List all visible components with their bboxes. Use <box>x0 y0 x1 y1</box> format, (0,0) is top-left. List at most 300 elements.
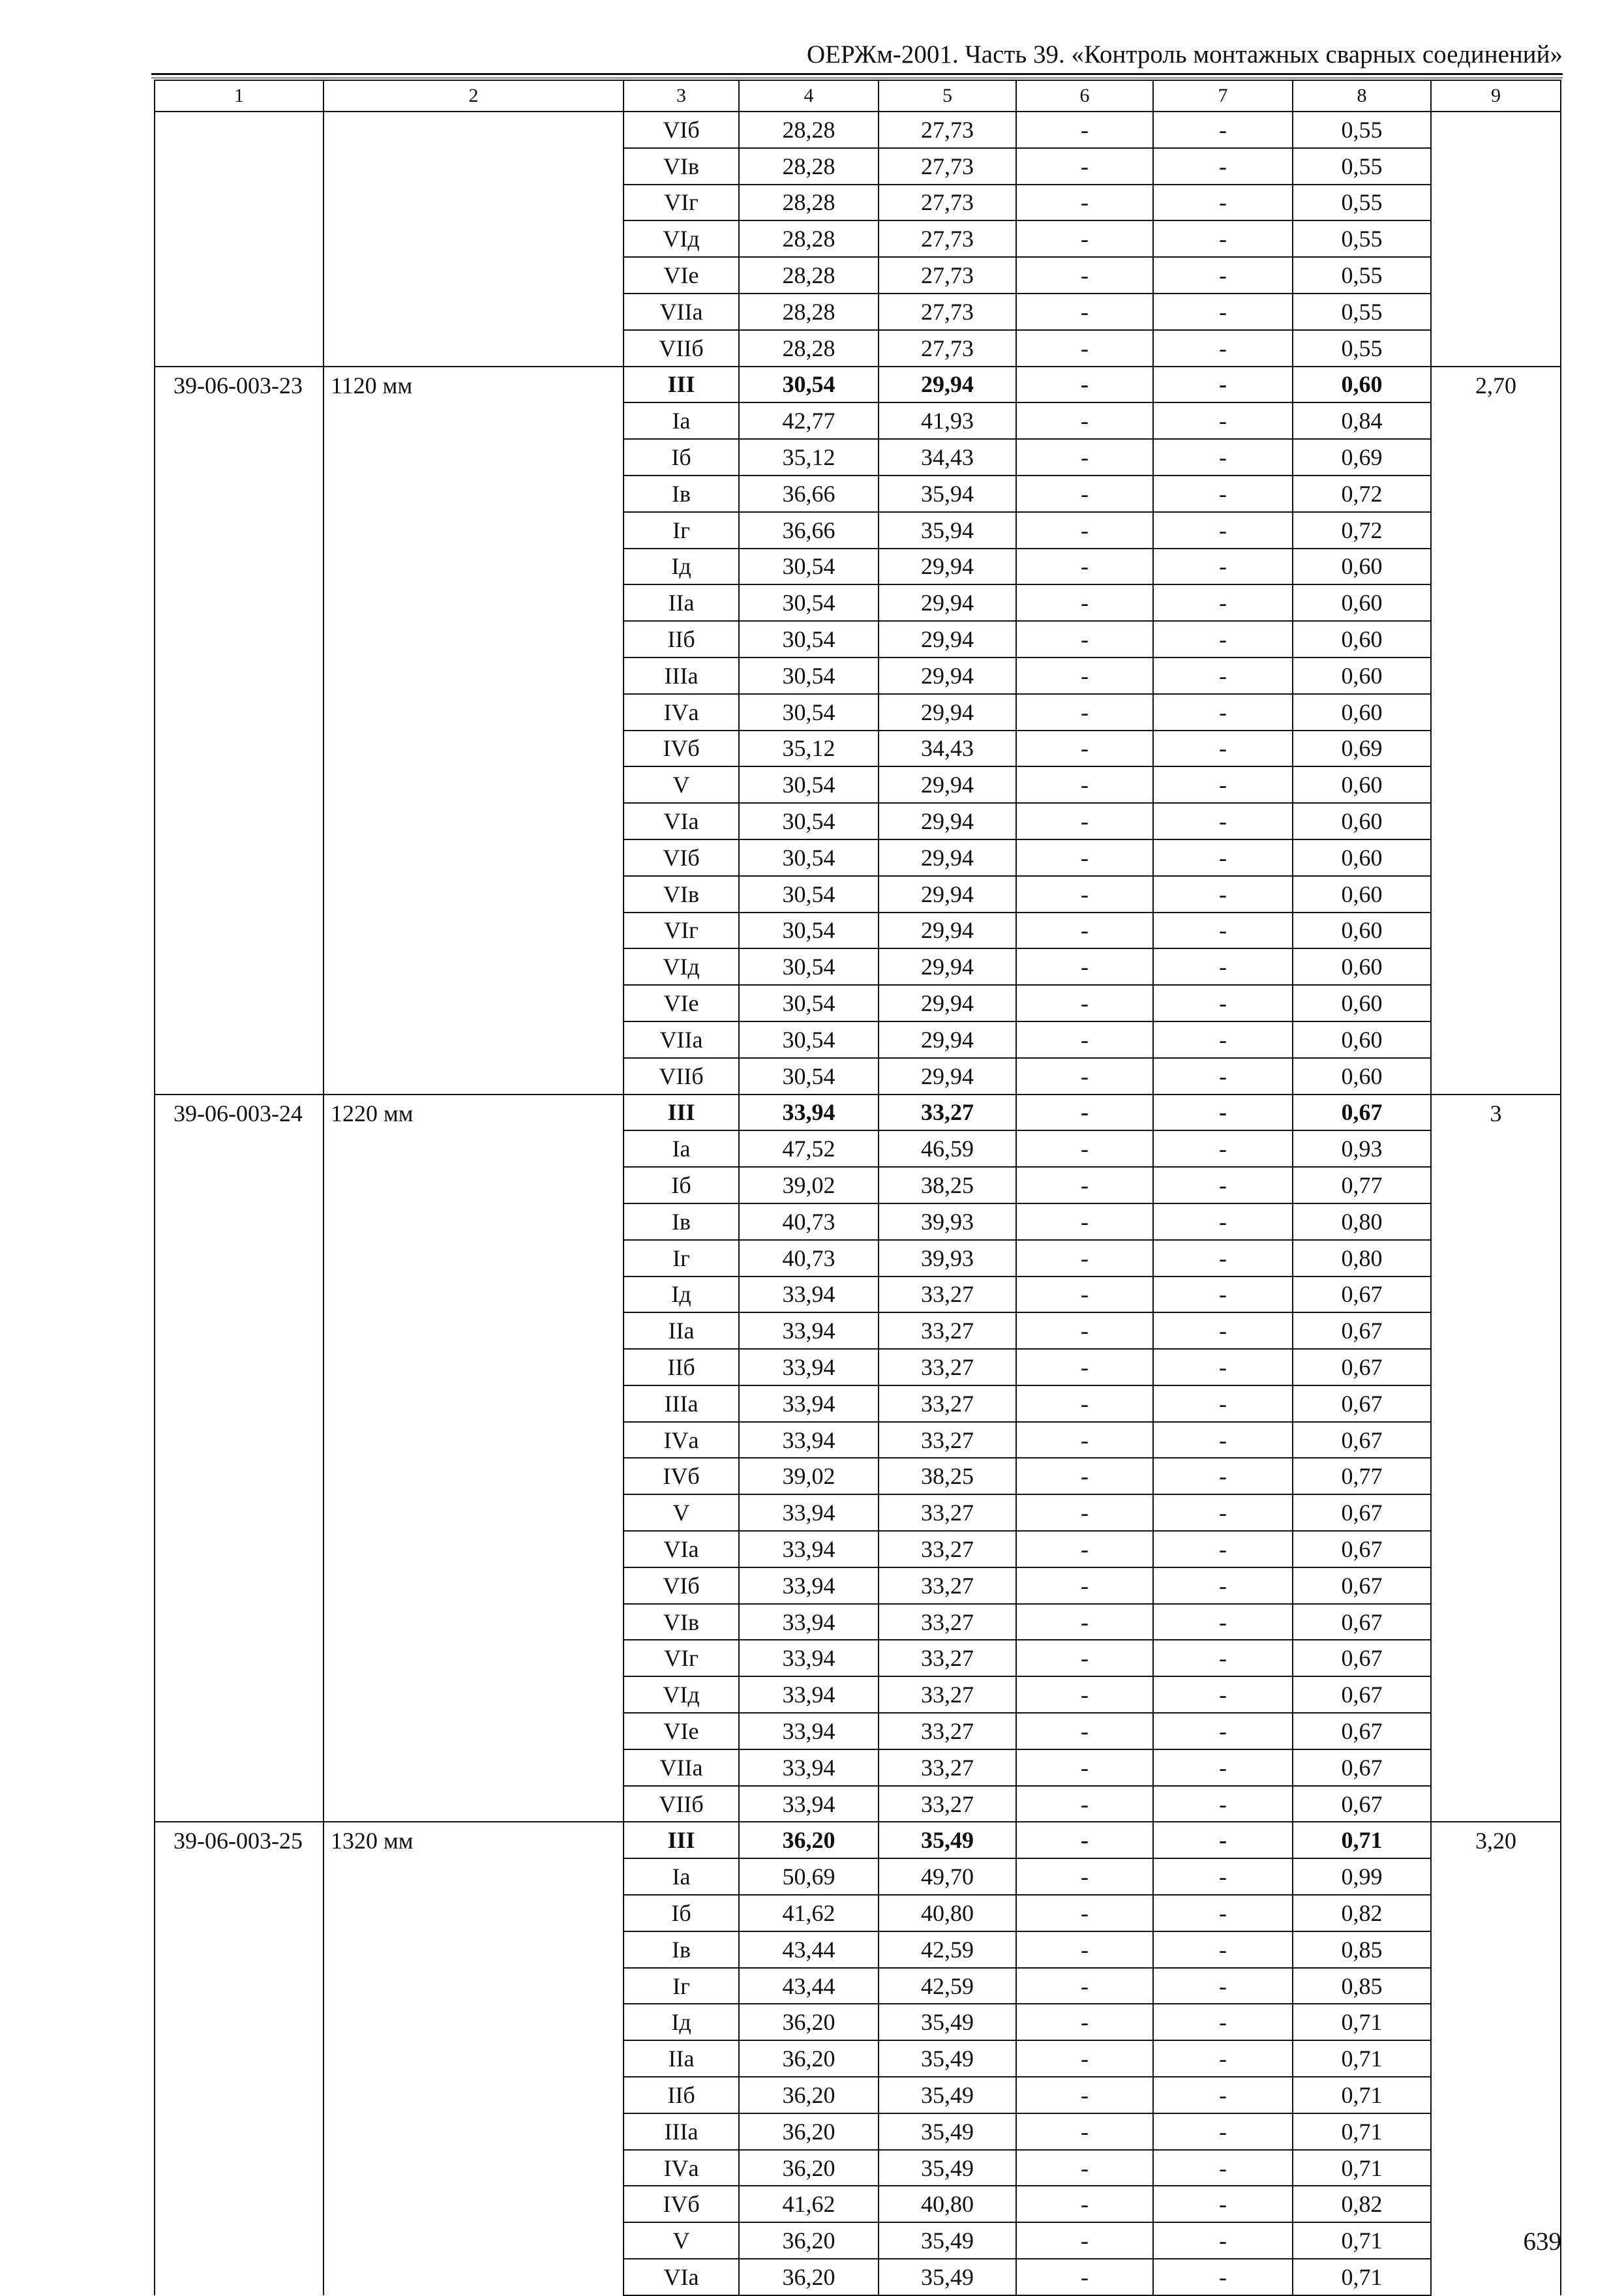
category-cell: IVа <box>624 694 739 731</box>
value-col5-cell: 33,27 <box>879 1640 1016 1676</box>
value-col5-cell: 35,94 <box>879 512 1016 549</box>
value-col8-cell: 0,67 <box>1293 1713 1431 1749</box>
category-cell: VIг <box>624 913 739 949</box>
value-col4-cell: 30,54 <box>739 876 879 913</box>
value-col6-cell: - <box>1016 1130 1153 1167</box>
value-col8-cell: 0,69 <box>1293 439 1431 476</box>
value-col7-cell: - <box>1153 1604 1293 1640</box>
value-col5-cell: 38,25 <box>879 1167 1016 1203</box>
value-col4-cell: 36,20 <box>739 2077 879 2113</box>
col9-value-cell: 2,70 <box>1431 367 1561 1095</box>
value-col5-cell: 33,27 <box>879 1604 1016 1640</box>
value-col5-cell: 34,43 <box>879 731 1016 767</box>
value-col8-cell: 0,67 <box>1293 1786 1431 1822</box>
value-col4-cell: 30,54 <box>739 1058 879 1095</box>
value-col7-cell: - <box>1153 2150 1293 2186</box>
value-col7-cell: - <box>1153 1640 1293 1676</box>
value-col7-cell: - <box>1153 803 1293 839</box>
value-col8-cell: 0,67 <box>1293 1531 1431 1567</box>
page-number: 639 <box>1523 2228 1561 2256</box>
value-col6-cell: - <box>1016 1858 1153 1895</box>
value-col7-cell: - <box>1153 731 1293 767</box>
value-col7-cell: - <box>1153 2113 1293 2150</box>
category-cell: VIб <box>624 112 739 148</box>
value-col8-cell: 0,72 <box>1293 476 1431 512</box>
value-col6-cell: - <box>1016 294 1153 330</box>
category-cell: Iб <box>624 1167 739 1203</box>
value-col5-cell: 33,27 <box>879 1531 1016 1567</box>
category-cell: VIг <box>624 1640 739 1676</box>
value-col6-cell: - <box>1016 2150 1153 2186</box>
page-header-title: ОЕРЖм-2001. Часть 39. «Контроль монтажных сварных соединений» <box>807 40 1563 68</box>
value-col7-cell: - <box>1153 913 1293 949</box>
value-col4-cell: 28,28 <box>739 220 879 257</box>
value-col4-cell: 30,54 <box>739 913 879 949</box>
value-col4-cell: 33,94 <box>739 1640 879 1676</box>
category-cell: Iа <box>624 402 739 439</box>
value-col4-cell: 33,94 <box>739 1095 879 1131</box>
category-cell: VIа <box>624 803 739 839</box>
category-cell: VIд <box>624 1676 739 1713</box>
column-header: 8 <box>1293 80 1431 112</box>
value-col8-cell: 0,85 <box>1293 1968 1431 2004</box>
value-col6-cell: - <box>1016 1167 1153 1203</box>
value-col8-cell: 0,67 <box>1293 1640 1431 1676</box>
value-col7-cell: - <box>1153 1458 1293 1494</box>
value-col5-cell: 27,73 <box>879 294 1016 330</box>
value-col5-cell: 29,94 <box>879 621 1016 657</box>
value-col4-cell: 50,69 <box>739 1858 879 1895</box>
value-col5-cell: 27,73 <box>879 220 1016 257</box>
value-col7-cell: - <box>1153 185 1293 221</box>
value-col8-cell: 0,60 <box>1293 948 1431 985</box>
value-col6-cell: - <box>1016 1604 1153 1640</box>
value-col7-cell: - <box>1153 1494 1293 1531</box>
value-col7-cell: - <box>1153 1422 1293 1458</box>
value-col8-cell: 0,55 <box>1293 112 1431 148</box>
category-cell: VIе <box>624 985 739 1021</box>
value-col5-cell: 33,27 <box>879 1276 1016 1313</box>
value-col6-cell: - <box>1016 1640 1153 1676</box>
value-col6-cell: - <box>1016 1203 1153 1240</box>
value-col8-cell: 0,60 <box>1293 621 1431 657</box>
value-col8-cell: 0,60 <box>1293 367 1431 403</box>
value-col4-cell: 40,73 <box>739 1203 879 1240</box>
category-cell: VIв <box>624 1604 739 1640</box>
category-cell: VIе <box>624 257 739 294</box>
value-col6-cell: - <box>1016 913 1153 949</box>
category-cell: Iг <box>624 1240 739 1276</box>
value-col5-cell: 29,94 <box>879 1021 1016 1058</box>
value-col5-cell: 29,94 <box>879 803 1016 839</box>
value-col8-cell: 0,67 <box>1293 1095 1431 1131</box>
category-cell: Iа <box>624 1858 739 1895</box>
value-col4-cell: 36,20 <box>739 2150 879 2186</box>
value-col8-cell: 0,60 <box>1293 584 1431 621</box>
table-row <box>155 1822 1561 1858</box>
value-col5-cell: 35,49 <box>879 2004 1016 2040</box>
value-col4-cell: 30,54 <box>739 657 879 694</box>
value-col4-cell: 30,54 <box>739 948 879 985</box>
value-col6-cell: - <box>1016 1968 1153 2004</box>
value-col8-cell: 0,71 <box>1293 2259 1431 2295</box>
category-cell: Iд <box>624 549 739 585</box>
value-col7-cell: - <box>1153 1312 1293 1349</box>
value-col8-cell: 0,60 <box>1293 803 1431 839</box>
value-col7-cell: - <box>1153 1822 1293 1858</box>
column-header: 3 <box>624 80 739 112</box>
value-col5-cell: 29,94 <box>879 694 1016 731</box>
value-col4-cell: 36,20 <box>739 2113 879 2150</box>
value-col8-cell: 0,55 <box>1293 148 1431 185</box>
value-col6-cell: - <box>1016 766 1153 803</box>
value-col8-cell: 0,67 <box>1293 1276 1431 1313</box>
value-col4-cell: 36,20 <box>739 2222 879 2259</box>
value-col5-cell: 29,94 <box>879 876 1016 913</box>
value-col8-cell: 0,93 <box>1293 1130 1431 1167</box>
value-col5-cell: 41,93 <box>879 402 1016 439</box>
value-col5-cell: 40,80 <box>879 2186 1016 2222</box>
value-col4-cell: 33,94 <box>739 1676 879 1713</box>
value-col8-cell: 0,67 <box>1293 1385 1431 1422</box>
value-col8-cell: 0,60 <box>1293 839 1431 876</box>
category-cell: VIе <box>624 1713 739 1749</box>
value-col7-cell: - <box>1153 584 1293 621</box>
value-col4-cell: 33,94 <box>739 1604 879 1640</box>
value-col7-cell: - <box>1153 2004 1293 2040</box>
value-col5-cell: 33,27 <box>879 1749 1016 1786</box>
value-col6-cell: - <box>1016 367 1153 403</box>
value-col7-cell: - <box>1153 1676 1293 1713</box>
value-col7-cell: - <box>1153 2077 1293 2113</box>
value-col6-cell: - <box>1016 439 1153 476</box>
value-col7-cell: - <box>1153 257 1293 294</box>
value-col5-cell: 33,27 <box>879 1713 1016 1749</box>
value-col5-cell: 49,70 <box>879 1858 1016 1895</box>
value-col7-cell: - <box>1153 621 1293 657</box>
value-col8-cell: 0,55 <box>1293 257 1431 294</box>
category-cell: Iд <box>624 2004 739 2040</box>
value-col4-cell: 36,20 <box>739 2004 879 2040</box>
value-col5-cell: 29,94 <box>879 948 1016 985</box>
value-col4-cell: 33,94 <box>739 1422 879 1458</box>
category-cell: IIIа <box>624 657 739 694</box>
value-col5-cell: 29,94 <box>879 367 1016 403</box>
value-col5-cell: 42,59 <box>879 1968 1016 2004</box>
column-header: 1 <box>155 80 323 112</box>
value-col6-cell: - <box>1016 1385 1153 1422</box>
value-col4-cell: 43,44 <box>739 1968 879 2004</box>
value-col7-cell: - <box>1153 1531 1293 1567</box>
pipe-size-cell: 1120 мм <box>323 367 624 1095</box>
value-col6-cell: - <box>1016 112 1153 148</box>
category-cell: VIб <box>624 1567 739 1604</box>
value-col7-cell: - <box>1153 2040 1293 2077</box>
value-col8-cell: 0,71 <box>1293 2004 1431 2040</box>
value-col8-cell: 0,77 <box>1293 1167 1431 1203</box>
category-cell: IIIа <box>624 1385 739 1422</box>
category-cell: V <box>624 1494 739 1531</box>
value-col7-cell: - <box>1153 1276 1293 1313</box>
value-col7-cell: - <box>1153 439 1293 476</box>
value-col7-cell: - <box>1153 1095 1293 1131</box>
pipe-size-cell: 1220 мм <box>323 1095 624 1822</box>
value-col6-cell: - <box>1016 731 1153 767</box>
value-col4-cell: 28,28 <box>739 294 879 330</box>
value-col5-cell: 33,27 <box>879 1676 1016 1713</box>
value-col6-cell: - <box>1016 476 1153 512</box>
value-col7-cell: - <box>1153 2222 1293 2259</box>
table-row <box>155 112 1561 148</box>
value-col7-cell: - <box>1153 1203 1293 1240</box>
value-col5-cell: 29,94 <box>879 657 1016 694</box>
category-cell: Iв <box>624 1203 739 1240</box>
value-col5-cell: 35,49 <box>879 2150 1016 2186</box>
value-col6-cell: - <box>1016 621 1153 657</box>
category-cell: IIа <box>624 584 739 621</box>
value-col4-cell: 33,94 <box>739 1786 879 1822</box>
value-col8-cell: 0,72 <box>1293 512 1431 549</box>
value-col7-cell: - <box>1153 1931 1293 1968</box>
value-col8-cell: 0,67 <box>1293 1567 1431 1604</box>
value-col6-cell: - <box>1016 1276 1153 1313</box>
value-col8-cell: 0,77 <box>1293 1458 1431 1494</box>
value-col6-cell: - <box>1016 1786 1153 1822</box>
value-col5-cell: 35,94 <box>879 476 1016 512</box>
value-col4-cell: 30,54 <box>739 1021 879 1058</box>
value-col5-cell: 33,27 <box>879 1349 1016 1385</box>
value-col4-cell: 28,28 <box>739 257 879 294</box>
value-col4-cell: 35,12 <box>739 731 879 767</box>
value-col6-cell: - <box>1016 330 1153 367</box>
value-col5-cell: 40,80 <box>879 1895 1016 1931</box>
category-cell: IVб <box>624 2186 739 2222</box>
value-col5-cell: 29,94 <box>879 584 1016 621</box>
value-col4-cell: 40,73 <box>739 1240 879 1276</box>
value-col7-cell: - <box>1153 1713 1293 1749</box>
value-col5-cell: 39,93 <box>879 1240 1016 1276</box>
value-col4-cell: 33,94 <box>739 1494 879 1531</box>
value-col8-cell: 0,67 <box>1293 1349 1431 1385</box>
value-col6-cell: - <box>1016 1494 1153 1531</box>
column-header: 7 <box>1153 80 1293 112</box>
value-col8-cell: 0,67 <box>1293 1422 1431 1458</box>
value-col7-cell: - <box>1153 112 1293 148</box>
value-col5-cell: 29,94 <box>879 549 1016 585</box>
category-cell: IIб <box>624 2077 739 2113</box>
value-col7-cell: - <box>1153 1021 1293 1058</box>
column-header: 9 <box>1431 80 1561 112</box>
value-col7-cell: - <box>1153 1567 1293 1604</box>
value-col4-cell: 30,54 <box>739 584 879 621</box>
value-col6-cell: - <box>1016 803 1153 839</box>
category-cell: V <box>624 766 739 803</box>
value-col7-cell: - <box>1153 294 1293 330</box>
value-col4-cell: 28,28 <box>739 112 879 148</box>
value-col4-cell: 42,77 <box>739 402 879 439</box>
value-col7-cell: - <box>1153 402 1293 439</box>
value-col4-cell: 36,20 <box>739 2259 879 2295</box>
value-col7-cell: - <box>1153 876 1293 913</box>
category-cell: IIIа <box>624 2113 739 2150</box>
value-col6-cell: - <box>1016 1895 1153 1931</box>
value-col4-cell: 33,94 <box>739 1349 879 1385</box>
category-cell: IIб <box>624 1349 739 1385</box>
value-col6-cell: - <box>1016 876 1153 913</box>
category-cell: VIIа <box>624 1021 739 1058</box>
value-col7-cell: - <box>1153 1349 1293 1385</box>
category-cell: IIа <box>624 1312 739 1349</box>
value-col6-cell: - <box>1016 1531 1153 1567</box>
category-cell: IVб <box>624 731 739 767</box>
value-col6-cell: - <box>1016 2222 1153 2259</box>
value-col6-cell: - <box>1016 985 1153 1021</box>
value-col8-cell: 0,69 <box>1293 731 1431 767</box>
value-col6-cell: - <box>1016 1058 1153 1095</box>
value-col7-cell: - <box>1153 1749 1293 1786</box>
col9-value-cell <box>1431 112 1561 367</box>
table-header-row <box>155 80 1561 112</box>
column-header: 5 <box>879 80 1016 112</box>
value-col4-cell: 33,94 <box>739 1531 879 1567</box>
category-cell: IIб <box>624 621 739 657</box>
value-col5-cell: 33,27 <box>879 1786 1016 1822</box>
value-col7-cell: - <box>1153 766 1293 803</box>
value-col6-cell: - <box>1016 1240 1153 1276</box>
category-cell: Iд <box>624 1276 739 1313</box>
rate-code-cell: 39-06-003-23 <box>155 367 323 1095</box>
value-col7-cell: - <box>1153 512 1293 549</box>
value-col4-cell: 33,94 <box>739 1312 879 1349</box>
value-col8-cell: 0,60 <box>1293 766 1431 803</box>
value-col6-cell: - <box>1016 1422 1153 1458</box>
value-col6-cell: - <box>1016 657 1153 694</box>
value-col4-cell: 47,52 <box>739 1130 879 1167</box>
value-col4-cell: 33,94 <box>739 1567 879 1604</box>
value-col8-cell: 0,60 <box>1293 657 1431 694</box>
value-col6-cell: - <box>1016 1676 1153 1713</box>
value-col6-cell: - <box>1016 1822 1153 1858</box>
value-col5-cell: 27,73 <box>879 257 1016 294</box>
value-col7-cell: - <box>1153 1385 1293 1422</box>
value-col7-cell: - <box>1153 367 1293 403</box>
pipe-size-cell <box>323 112 624 367</box>
value-col7-cell: - <box>1153 1858 1293 1895</box>
column-header: 2 <box>323 80 624 112</box>
value-col5-cell: 33,27 <box>879 1567 1016 1604</box>
value-col8-cell: 0,55 <box>1293 294 1431 330</box>
col9-value-cell: 3 <box>1431 1095 1561 1822</box>
value-col7-cell: - <box>1153 1786 1293 1822</box>
value-col6-cell: - <box>1016 1312 1153 1349</box>
value-col5-cell: 33,27 <box>879 1312 1016 1349</box>
value-col7-cell: - <box>1153 330 1293 367</box>
value-col5-cell: 42,59 <box>879 1931 1016 1968</box>
value-col4-cell: 36,66 <box>739 476 879 512</box>
category-cell: VIб <box>624 839 739 876</box>
value-col8-cell: 0,55 <box>1293 330 1431 367</box>
value-col7-cell: - <box>1153 694 1293 731</box>
value-col7-cell: - <box>1153 476 1293 512</box>
value-col5-cell: 35,49 <box>879 2222 1016 2259</box>
category-cell: IVа <box>624 1422 739 1458</box>
value-col8-cell: 0,60 <box>1293 549 1431 585</box>
value-col6-cell: - <box>1016 2113 1153 2150</box>
value-col8-cell: 0,71 <box>1293 2077 1431 2113</box>
value-col5-cell: 27,73 <box>879 330 1016 367</box>
value-col4-cell: 43,44 <box>739 1931 879 1968</box>
category-cell: III <box>624 367 739 403</box>
value-col8-cell: 0,60 <box>1293 1021 1431 1058</box>
value-col8-cell: 0,80 <box>1293 1203 1431 1240</box>
category-cell: VIIб <box>624 330 739 367</box>
value-col6-cell: - <box>1016 1349 1153 1385</box>
value-col4-cell: 30,54 <box>739 985 879 1021</box>
category-cell: III <box>624 1095 739 1131</box>
value-col5-cell: 29,94 <box>879 839 1016 876</box>
category-cell: Iа <box>624 1130 739 1167</box>
value-col7-cell: - <box>1153 1240 1293 1276</box>
value-col5-cell: 33,27 <box>879 1494 1016 1531</box>
category-cell: Iг <box>624 1968 739 2004</box>
category-cell: V <box>624 2222 739 2259</box>
value-col8-cell: 0,71 <box>1293 2040 1431 2077</box>
category-cell: IIа <box>624 2040 739 2077</box>
rates-table <box>154 80 1561 2296</box>
col9-value-cell: 3,20 <box>1431 1822 1561 2295</box>
value-col8-cell: 0,71 <box>1293 1822 1431 1858</box>
value-col8-cell: 0,67 <box>1293 1494 1431 1531</box>
value-col6-cell: - <box>1016 694 1153 731</box>
value-col6-cell: - <box>1016 2004 1153 2040</box>
value-col6-cell: - <box>1016 257 1153 294</box>
value-col4-cell: 30,54 <box>739 367 879 403</box>
value-col4-cell: 33,94 <box>739 1385 879 1422</box>
value-col4-cell: 39,02 <box>739 1167 879 1203</box>
table-row <box>155 1095 1561 1131</box>
value-col5-cell: 29,94 <box>879 913 1016 949</box>
value-col5-cell: 33,27 <box>879 1095 1016 1131</box>
category-cell: VIа <box>624 1531 739 1567</box>
value-col6-cell: - <box>1016 2186 1153 2222</box>
category-cell: VIд <box>624 948 739 985</box>
value-col4-cell: 30,54 <box>739 694 879 731</box>
category-cell: VIIб <box>624 1058 739 1095</box>
category-cell: VIIа <box>624 294 739 330</box>
value-col8-cell: 0,60 <box>1293 1058 1431 1095</box>
category-cell: VIд <box>624 220 739 257</box>
value-col7-cell: - <box>1153 1130 1293 1167</box>
column-header: 4 <box>739 80 879 112</box>
value-col7-cell: - <box>1153 1895 1293 1931</box>
table-body <box>155 112 1561 2295</box>
value-col8-cell: 0,67 <box>1293 1676 1431 1713</box>
value-col4-cell: 33,94 <box>739 1749 879 1786</box>
value-col6-cell: - <box>1016 1021 1153 1058</box>
value-col4-cell: 35,12 <box>739 439 879 476</box>
value-col4-cell: 36,20 <box>739 1822 879 1858</box>
value-col7-cell: - <box>1153 1167 1293 1203</box>
category-cell: Iб <box>624 439 739 476</box>
value-col6-cell: - <box>1016 1713 1153 1749</box>
value-col4-cell: 30,54 <box>739 803 879 839</box>
pipe-size-cell: 1320 мм <box>323 1822 624 2295</box>
value-col5-cell: 27,73 <box>879 185 1016 221</box>
value-col6-cell: - <box>1016 948 1153 985</box>
value-col6-cell: - <box>1016 549 1153 585</box>
value-col4-cell: 30,54 <box>739 839 879 876</box>
rate-code-cell: 39-06-003-24 <box>155 1095 323 1822</box>
